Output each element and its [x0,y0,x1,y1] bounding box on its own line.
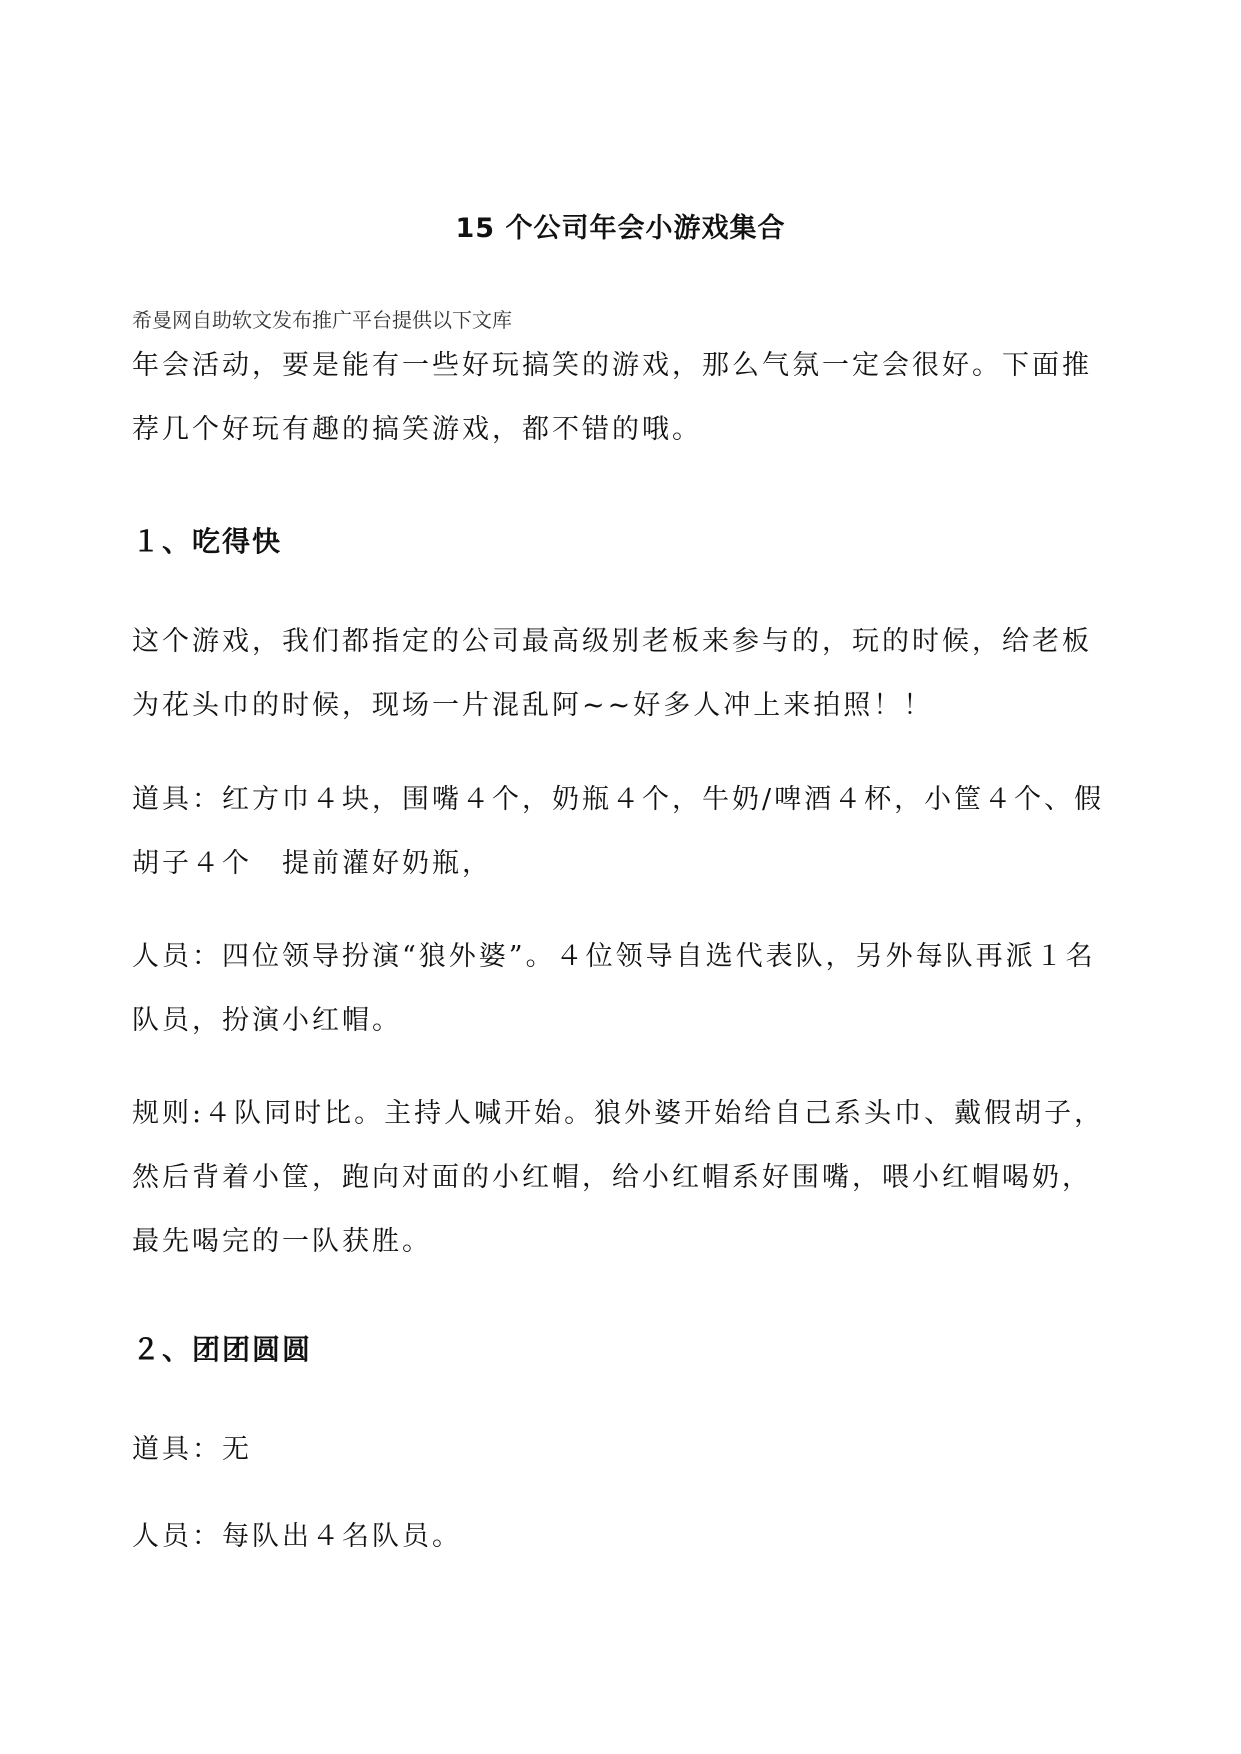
document-title: 15 个公司年会小游戏集合 [455,213,786,244]
source-note: 希曼网自助软文发布推广平台提供以下文库 [132,308,512,332]
game2-heading: ２、团团圆圆 [132,1333,313,1366]
game2-people: 人员：每队出４名队员。 [132,1521,462,1552]
game1-rules: 规则:４队同时比。主持人喊开始。狼外婆开始给自己系头巾、戴假胡子，然后背着小筐，跑向对面的小红帽，给小红帽系好围嘴，喂小红帽喝奶，最先喝完的一队获胜。 [132,1098,1105,1257]
game1-description: 这个游戏，我们都指定的公司最高级别老板来参与的，玩的时候，给老板为花头巾的时候，现场一片混乱阿~~好多人冲上来拍照！！ [132,626,1092,721]
game1-props: 道具：红方巾４块，围嘴４个，奶瓶４个，牛奶/啤酒４杯，小筐４个、假胡子４个 提前灌好奶瓶， [132,784,1105,879]
game1-people: 人员：四位领导扮演“狼外婆”。４位领导自选代表队，另外每队再派１名队员，扮演小红帽。 [132,941,1096,1036]
game1-heading: １、吃得快 [132,525,283,558]
game2-props: 道具：无 [132,1434,252,1465]
intro-paragraph: 年会活动，要是能有一些好玩搞笑的游戏，那么气氛一定会很好。下面推荐几个好玩有趣的搞笑游戏，都不错的哦。 [132,350,1092,445]
